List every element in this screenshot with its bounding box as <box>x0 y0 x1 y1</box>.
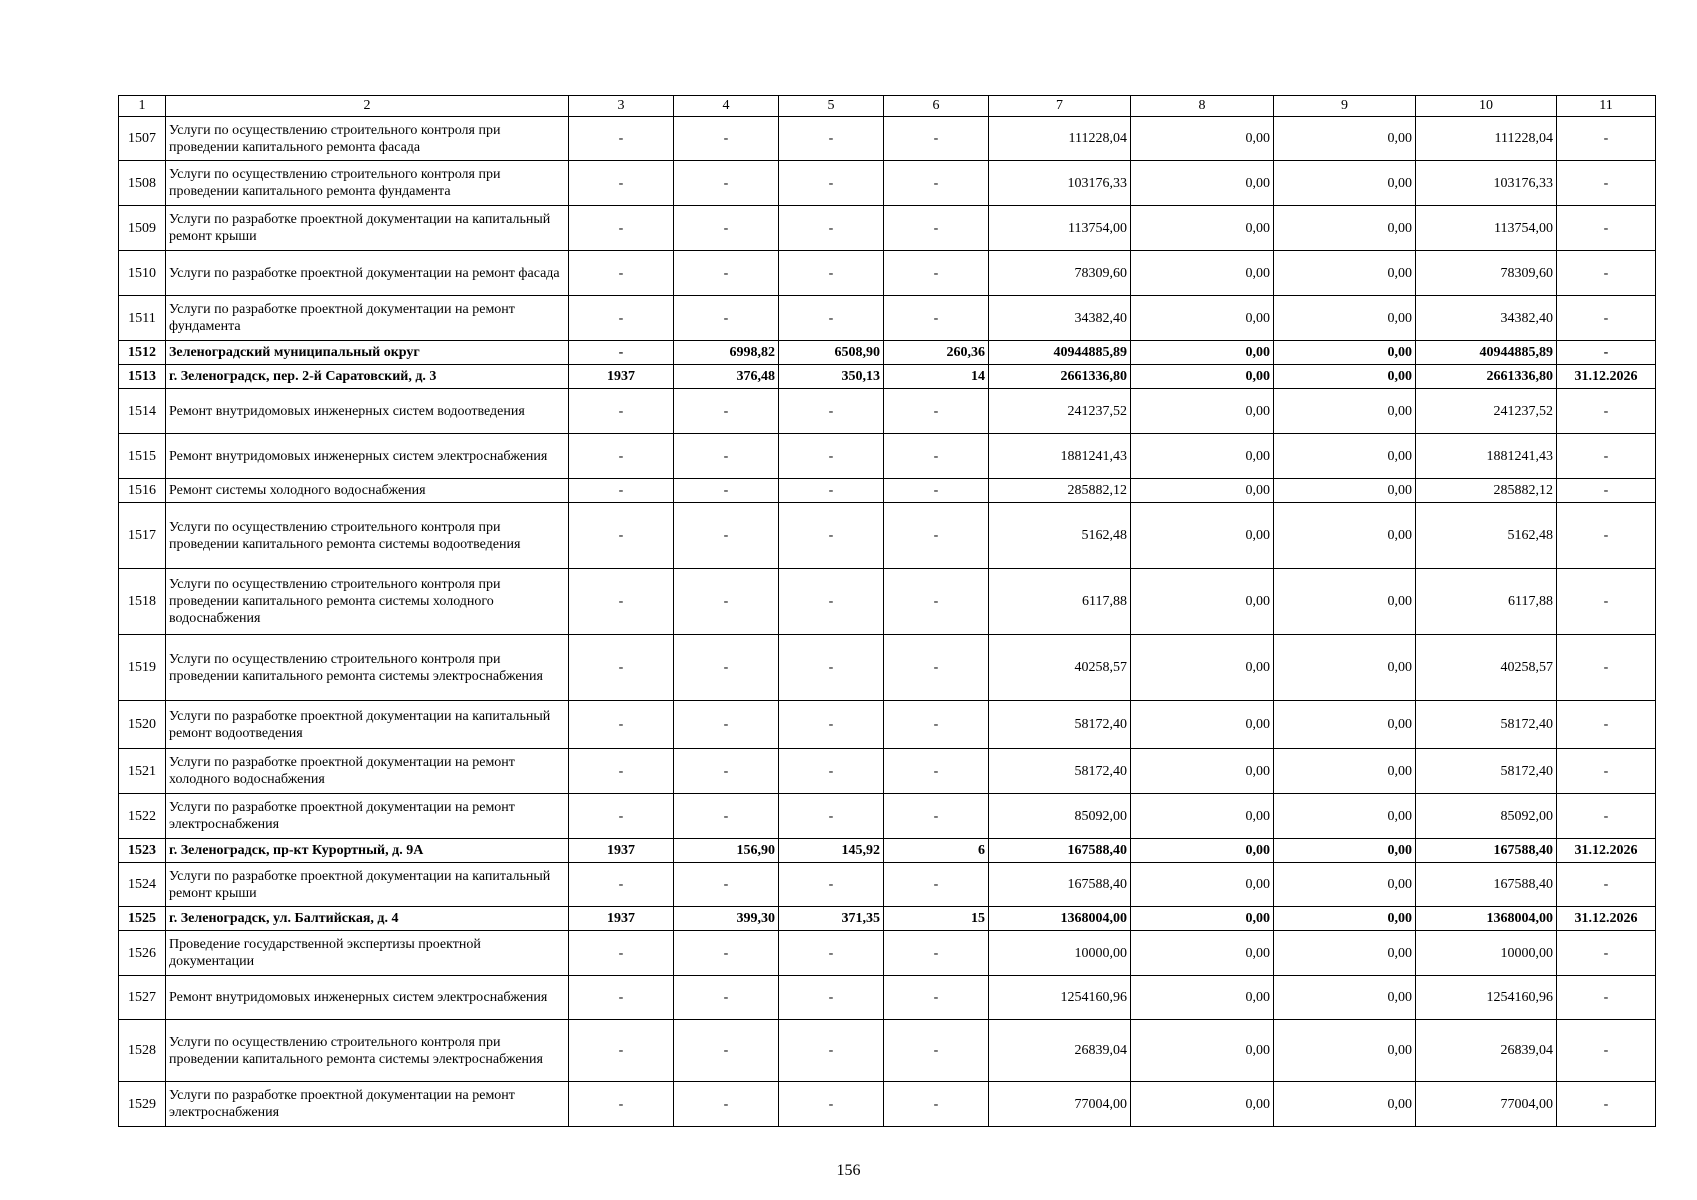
cell-completion-date: - <box>1557 569 1656 635</box>
cell-cost-total: 78309,60 <box>989 251 1131 296</box>
cell-description: Проведение государственной экспертизы проектной документации <box>166 931 569 976</box>
cell-area-living: - <box>779 635 884 701</box>
cell-description: Зеленоградский муниципальный округ <box>166 341 569 365</box>
cell-year: - <box>569 251 674 296</box>
cell-year: - <box>569 503 674 569</box>
table-row <box>119 206 1656 251</box>
cell-completion-date: - <box>1557 389 1656 434</box>
table-row <box>119 976 1656 1020</box>
page-number: 156 <box>836 1162 861 1179</box>
cell-cost-fund: 0,00 <box>1131 365 1274 389</box>
cell-cost-total: 167588,40 <box>989 863 1131 907</box>
cell-cost-budget: 0,00 <box>1274 635 1416 701</box>
cell-residents: - <box>884 251 989 296</box>
cell-residents: 6 <box>884 839 989 863</box>
cell-residents: - <box>884 701 989 749</box>
cell-cost-budget: 0,00 <box>1274 749 1416 794</box>
column-header-4: 4 <box>674 96 779 117</box>
cell-area-living: 371,35 <box>779 907 884 931</box>
cell-cost-owners: 34382,40 <box>1416 296 1557 341</box>
cell-area-living: - <box>779 503 884 569</box>
cell-row-number: 1524 <box>119 863 166 907</box>
cell-cost-total: 58172,40 <box>989 701 1131 749</box>
cell-cost-budget: 0,00 <box>1274 479 1416 503</box>
cell-cost-total: 113754,00 <box>989 206 1131 251</box>
table-body <box>119 117 1656 1127</box>
cell-area-total: - <box>674 296 779 341</box>
cell-cost-fund: 0,00 <box>1131 434 1274 479</box>
cell-cost-total: 1881241,43 <box>989 434 1131 479</box>
cell-cost-budget: 0,00 <box>1274 296 1416 341</box>
cell-cost-total: 1254160,96 <box>989 976 1131 1020</box>
table-row <box>119 479 1656 503</box>
cell-row-number: 1518 <box>119 569 166 635</box>
cell-area-total: 156,90 <box>674 839 779 863</box>
table-row <box>119 907 1656 931</box>
cell-cost-fund: 0,00 <box>1131 479 1274 503</box>
cell-completion-date: 31.12.2026 <box>1557 839 1656 863</box>
cell-year: - <box>569 569 674 635</box>
cell-cost-budget: 0,00 <box>1274 434 1416 479</box>
cell-completion-date: 31.12.2026 <box>1557 365 1656 389</box>
cell-area-living: - <box>779 1020 884 1082</box>
column-header-7: 7 <box>989 96 1131 117</box>
cell-year: - <box>569 931 674 976</box>
cell-residents: - <box>884 569 989 635</box>
cell-year: - <box>569 117 674 161</box>
cell-cost-budget: 0,00 <box>1274 251 1416 296</box>
cell-area-living: - <box>779 117 884 161</box>
cell-description: Услуги по осуществлению строительного контроля при проведении капитального ремонта системы электроснабжения <box>166 1020 569 1082</box>
cell-cost-budget: 0,00 <box>1274 976 1416 1020</box>
cell-row-number: 1507 <box>119 117 166 161</box>
cell-area-living: 145,92 <box>779 839 884 863</box>
cell-cost-budget: 0,00 <box>1274 117 1416 161</box>
cell-description: Ремонт внутридомовых инженерных систем электроснабжения <box>166 434 569 479</box>
cell-cost-owners: 111228,04 <box>1416 117 1557 161</box>
cell-residents: - <box>884 749 989 794</box>
cell-year: 1937 <box>569 907 674 931</box>
cell-area-total: - <box>674 976 779 1020</box>
cell-cost-fund: 0,00 <box>1131 161 1274 206</box>
cell-residents: - <box>884 976 989 1020</box>
cell-cost-owners: 78309,60 <box>1416 251 1557 296</box>
cell-area-living: 350,13 <box>779 365 884 389</box>
cell-description: Ремонт внутридомовых инженерных систем водоотведения <box>166 389 569 434</box>
cell-year: 1937 <box>569 365 674 389</box>
cell-cost-owners: 26839,04 <box>1416 1020 1557 1082</box>
cell-cost-owners: 241237,52 <box>1416 389 1557 434</box>
cell-area-living: - <box>779 569 884 635</box>
cell-description: г. Зеленоградск, ул. Балтийская, д. 4 <box>166 907 569 931</box>
cell-cost-fund: 0,00 <box>1131 907 1274 931</box>
cell-cost-fund: 0,00 <box>1131 976 1274 1020</box>
table-row <box>119 1082 1656 1127</box>
cell-row-number: 1520 <box>119 701 166 749</box>
cell-description: Услуги по разработке проектной документации на капитальный ремонт крыши <box>166 863 569 907</box>
table-row <box>119 341 1656 365</box>
cell-row-number: 1522 <box>119 794 166 839</box>
cell-description: Ремонт внутридомовых инженерных систем электроснабжения <box>166 976 569 1020</box>
column-header-3: 3 <box>569 96 674 117</box>
cell-cost-fund: 0,00 <box>1131 206 1274 251</box>
cell-row-number: 1511 <box>119 296 166 341</box>
cell-completion-date: - <box>1557 1082 1656 1127</box>
table-row <box>119 749 1656 794</box>
column-header-6: 6 <box>884 96 989 117</box>
cell-cost-total: 167588,40 <box>989 839 1131 863</box>
cell-area-living: - <box>779 251 884 296</box>
cell-year: - <box>569 479 674 503</box>
cell-area-living: - <box>779 976 884 1020</box>
cell-completion-date: - <box>1557 434 1656 479</box>
cell-cost-total: 241237,52 <box>989 389 1131 434</box>
table-row <box>119 503 1656 569</box>
cell-cost-total: 85092,00 <box>989 794 1131 839</box>
cell-row-number: 1512 <box>119 341 166 365</box>
column-header-9: 9 <box>1274 96 1416 117</box>
cell-residents: - <box>884 434 989 479</box>
cell-description: Услуги по разработке проектной документации на ремонт фундамента <box>166 296 569 341</box>
cell-row-number: 1508 <box>119 161 166 206</box>
cell-completion-date: - <box>1557 635 1656 701</box>
cell-residents: 14 <box>884 365 989 389</box>
cell-completion-date: - <box>1557 749 1656 794</box>
cell-row-number: 1523 <box>119 839 166 863</box>
cell-cost-fund: 0,00 <box>1131 635 1274 701</box>
cell-area-total: - <box>674 434 779 479</box>
cell-completion-date: - <box>1557 976 1656 1020</box>
cell-completion-date: - <box>1557 701 1656 749</box>
cell-cost-owners: 40944885,89 <box>1416 341 1557 365</box>
column-header-2: 2 <box>166 96 569 117</box>
cell-cost-owners: 285882,12 <box>1416 479 1557 503</box>
table-row <box>119 569 1656 635</box>
table-row <box>119 161 1656 206</box>
cell-description: Услуги по осуществлению строительного контроля при проведении капитального ремонта системы холодного водоснабжения <box>166 569 569 635</box>
cell-completion-date: - <box>1557 296 1656 341</box>
cell-completion-date: - <box>1557 863 1656 907</box>
cell-residents: - <box>884 206 989 251</box>
cell-area-total: - <box>674 931 779 976</box>
cell-area-living: - <box>779 296 884 341</box>
cell-area-total: - <box>674 251 779 296</box>
cell-cost-total: 77004,00 <box>989 1082 1131 1127</box>
cell-cost-fund: 0,00 <box>1131 341 1274 365</box>
cell-completion-date: 31.12.2026 <box>1557 907 1656 931</box>
cell-area-total: - <box>674 479 779 503</box>
cell-cost-owners: 1254160,96 <box>1416 976 1557 1020</box>
table-row <box>119 794 1656 839</box>
cell-cost-total: 103176,33 <box>989 161 1131 206</box>
cell-cost-fund: 0,00 <box>1131 569 1274 635</box>
cell-cost-budget: 0,00 <box>1274 569 1416 635</box>
cell-area-total: - <box>674 701 779 749</box>
cell-description: Услуги по разработке проектной документации на ремонт холодного водоснабжения <box>166 749 569 794</box>
cell-cost-owners: 1881241,43 <box>1416 434 1557 479</box>
cell-row-number: 1521 <box>119 749 166 794</box>
cell-description: Услуги по осуществлению строительного контроля при проведении капитального ремонта фундамента <box>166 161 569 206</box>
cell-row-number: 1526 <box>119 931 166 976</box>
cell-area-living: - <box>779 931 884 976</box>
column-header-11: 11 <box>1557 96 1656 117</box>
cell-year: - <box>569 389 674 434</box>
cell-completion-date: - <box>1557 251 1656 296</box>
cell-row-number: 1528 <box>119 1020 166 1082</box>
table-header-row <box>119 96 1656 117</box>
cell-completion-date: - <box>1557 161 1656 206</box>
cell-year: - <box>569 1020 674 1082</box>
cell-description: Услуги по разработке проектной документации на капитальный ремонт крыши <box>166 206 569 251</box>
cell-cost-budget: 0,00 <box>1274 701 1416 749</box>
cell-cost-total: 34382,40 <box>989 296 1131 341</box>
cell-completion-date: - <box>1557 206 1656 251</box>
cell-row-number: 1519 <box>119 635 166 701</box>
cell-year: - <box>569 749 674 794</box>
cell-cost-fund: 0,00 <box>1131 1020 1274 1082</box>
table-row <box>119 839 1656 863</box>
cell-residents: - <box>884 296 989 341</box>
cell-area-total: 6998,82 <box>674 341 779 365</box>
cell-residents: - <box>884 1020 989 1082</box>
cell-area-living: - <box>779 863 884 907</box>
cell-area-living: - <box>779 479 884 503</box>
cell-year: - <box>569 863 674 907</box>
cell-area-total: - <box>674 794 779 839</box>
cell-cost-budget: 0,00 <box>1274 389 1416 434</box>
cell-year: - <box>569 296 674 341</box>
cell-residents: 15 <box>884 907 989 931</box>
cell-cost-budget: 0,00 <box>1274 341 1416 365</box>
cell-area-living: - <box>779 434 884 479</box>
cell-completion-date: - <box>1557 341 1656 365</box>
cell-residents: - <box>884 635 989 701</box>
table-row <box>119 365 1656 389</box>
cell-cost-owners: 167588,40 <box>1416 839 1557 863</box>
cell-year: - <box>569 794 674 839</box>
cell-cost-fund: 0,00 <box>1131 503 1274 569</box>
cell-area-total: 376,48 <box>674 365 779 389</box>
cell-cost-total: 10000,00 <box>989 931 1131 976</box>
cell-area-total: - <box>674 569 779 635</box>
table-row <box>119 434 1656 479</box>
cell-cost-fund: 0,00 <box>1131 931 1274 976</box>
cell-completion-date: - <box>1557 794 1656 839</box>
cell-description: Услуги по разработке проектной документации на капитальный ремонт водоотведения <box>166 701 569 749</box>
cell-area-total: - <box>674 863 779 907</box>
cell-area-total: - <box>674 389 779 434</box>
cell-residents: - <box>884 931 989 976</box>
cell-year: - <box>569 434 674 479</box>
cell-area-living: - <box>779 749 884 794</box>
cell-area-total: - <box>674 1082 779 1127</box>
cell-cost-owners: 2661336,80 <box>1416 365 1557 389</box>
cell-cost-owners: 10000,00 <box>1416 931 1557 976</box>
cell-cost-fund: 0,00 <box>1131 794 1274 839</box>
cell-area-total: - <box>674 1020 779 1082</box>
cell-year: - <box>569 976 674 1020</box>
cell-cost-budget: 0,00 <box>1274 863 1416 907</box>
table-row <box>119 1020 1656 1082</box>
cell-row-number: 1525 <box>119 907 166 931</box>
cell-area-total: - <box>674 161 779 206</box>
cell-cost-total: 40944885,89 <box>989 341 1131 365</box>
cell-residents: - <box>884 117 989 161</box>
cell-area-living: - <box>779 701 884 749</box>
cell-completion-date: - <box>1557 479 1656 503</box>
cell-description: Услуги по разработке проектной документации на ремонт электроснабжения <box>166 794 569 839</box>
table-row <box>119 635 1656 701</box>
column-header-5: 5 <box>779 96 884 117</box>
cell-year: - <box>569 635 674 701</box>
cell-residents: - <box>884 389 989 434</box>
cell-cost-total: 1368004,00 <box>989 907 1131 931</box>
cell-cost-total: 26839,04 <box>989 1020 1131 1082</box>
cell-cost-owners: 1368004,00 <box>1416 907 1557 931</box>
cell-area-living: - <box>779 389 884 434</box>
cell-residents: - <box>884 794 989 839</box>
cell-residents: - <box>884 161 989 206</box>
cell-row-number: 1513 <box>119 365 166 389</box>
cell-cost-owners: 103176,33 <box>1416 161 1557 206</box>
cell-cost-budget: 0,00 <box>1274 365 1416 389</box>
table-row <box>119 296 1656 341</box>
cell-year: 1937 <box>569 839 674 863</box>
cell-cost-budget: 0,00 <box>1274 161 1416 206</box>
cell-cost-total: 6117,88 <box>989 569 1131 635</box>
cell-residents: - <box>884 503 989 569</box>
table-row <box>119 863 1656 907</box>
cell-area-living: - <box>779 161 884 206</box>
table-row <box>119 931 1656 976</box>
cell-cost-fund: 0,00 <box>1131 1082 1274 1127</box>
cell-cost-fund: 0,00 <box>1131 117 1274 161</box>
cell-area-total: - <box>674 635 779 701</box>
table-row <box>119 389 1656 434</box>
cell-description: Услуги по осуществлению строительного контроля при проведении капитального ремонта системы водоотведения <box>166 503 569 569</box>
cell-cost-fund: 0,00 <box>1131 749 1274 794</box>
cell-row-number: 1515 <box>119 434 166 479</box>
cell-residents: 260,36 <box>884 341 989 365</box>
cell-year: - <box>569 206 674 251</box>
cell-description: Услуги по осуществлению строительного контроля при проведении капитального ремонта системы электроснабжения <box>166 635 569 701</box>
cell-cost-owners: 77004,00 <box>1416 1082 1557 1127</box>
cell-cost-total: 2661336,80 <box>989 365 1131 389</box>
cell-row-number: 1510 <box>119 251 166 296</box>
cell-cost-owners: 58172,40 <box>1416 749 1557 794</box>
cell-area-total: - <box>674 206 779 251</box>
cell-cost-fund: 0,00 <box>1131 863 1274 907</box>
cell-cost-owners: 40258,57 <box>1416 635 1557 701</box>
cell-cost-fund: 0,00 <box>1131 839 1274 863</box>
cell-cost-budget: 0,00 <box>1274 839 1416 863</box>
cell-cost-total: 40258,57 <box>989 635 1131 701</box>
cell-cost-fund: 0,00 <box>1131 296 1274 341</box>
cell-description: Услуги по разработке проектной документации на ремонт электроснабжения <box>166 1082 569 1127</box>
cell-cost-total: 58172,40 <box>989 749 1131 794</box>
cell-description: г. Зеленоградск, пер. 2-й Саратовский, д. 3 <box>166 365 569 389</box>
column-header-8: 8 <box>1131 96 1274 117</box>
cell-cost-owners: 6117,88 <box>1416 569 1557 635</box>
cell-area-total: - <box>674 117 779 161</box>
cell-cost-owners: 113754,00 <box>1416 206 1557 251</box>
cell-row-number: 1517 <box>119 503 166 569</box>
cell-cost-owners: 5162,48 <box>1416 503 1557 569</box>
cell-area-living: - <box>779 794 884 839</box>
cell-cost-owners: 58172,40 <box>1416 701 1557 749</box>
cell-cost-fund: 0,00 <box>1131 701 1274 749</box>
data-table <box>118 95 1656 1127</box>
cell-area-living: 6508,90 <box>779 341 884 365</box>
cell-area-total: 399,30 <box>674 907 779 931</box>
cell-residents: - <box>884 863 989 907</box>
cell-cost-fund: 0,00 <box>1131 251 1274 296</box>
cell-row-number: 1529 <box>119 1082 166 1127</box>
cell-description: Услуги по разработке проектной документации на ремонт фасада <box>166 251 569 296</box>
cell-cost-budget: 0,00 <box>1274 1020 1416 1082</box>
cell-area-total: - <box>674 749 779 794</box>
cell-cost-budget: 0,00 <box>1274 503 1416 569</box>
cell-residents: - <box>884 479 989 503</box>
cell-completion-date: - <box>1557 1020 1656 1082</box>
cell-cost-total: 111228,04 <box>989 117 1131 161</box>
cell-cost-budget: 0,00 <box>1274 1082 1416 1127</box>
cell-year: - <box>569 1082 674 1127</box>
cell-cost-budget: 0,00 <box>1274 206 1416 251</box>
table-row <box>119 251 1656 296</box>
cell-cost-owners: 167588,40 <box>1416 863 1557 907</box>
cell-description: г. Зеленоградск, пр-кт Курортный, д. 9А <box>166 839 569 863</box>
cell-cost-owners: 85092,00 <box>1416 794 1557 839</box>
cell-area-living: - <box>779 206 884 251</box>
table-row <box>119 117 1656 161</box>
cell-year: - <box>569 341 674 365</box>
column-header-10: 10 <box>1416 96 1557 117</box>
cell-residents: - <box>884 1082 989 1127</box>
cell-row-number: 1527 <box>119 976 166 1020</box>
cell-cost-budget: 0,00 <box>1274 794 1416 839</box>
cell-area-total: - <box>674 503 779 569</box>
cell-row-number: 1516 <box>119 479 166 503</box>
column-header-1: 1 <box>119 96 166 117</box>
cell-year: - <box>569 701 674 749</box>
table-row <box>119 701 1656 749</box>
cell-completion-date: - <box>1557 503 1656 569</box>
cell-cost-total: 285882,12 <box>989 479 1131 503</box>
cell-cost-fund: 0,00 <box>1131 389 1274 434</box>
cell-row-number: 1509 <box>119 206 166 251</box>
cell-description: Услуги по осуществлению строительного контроля при проведении капитального ремонта фасада <box>166 117 569 161</box>
cell-completion-date: - <box>1557 931 1656 976</box>
cell-description: Ремонт системы холодного водоснабжения <box>166 479 569 503</box>
cell-area-living: - <box>779 1082 884 1127</box>
cell-completion-date: - <box>1557 117 1656 161</box>
cell-cost-budget: 0,00 <box>1274 907 1416 931</box>
cell-cost-budget: 0,00 <box>1274 931 1416 976</box>
cell-row-number: 1514 <box>119 389 166 434</box>
cell-cost-total: 5162,48 <box>989 503 1131 569</box>
cell-year: - <box>569 161 674 206</box>
